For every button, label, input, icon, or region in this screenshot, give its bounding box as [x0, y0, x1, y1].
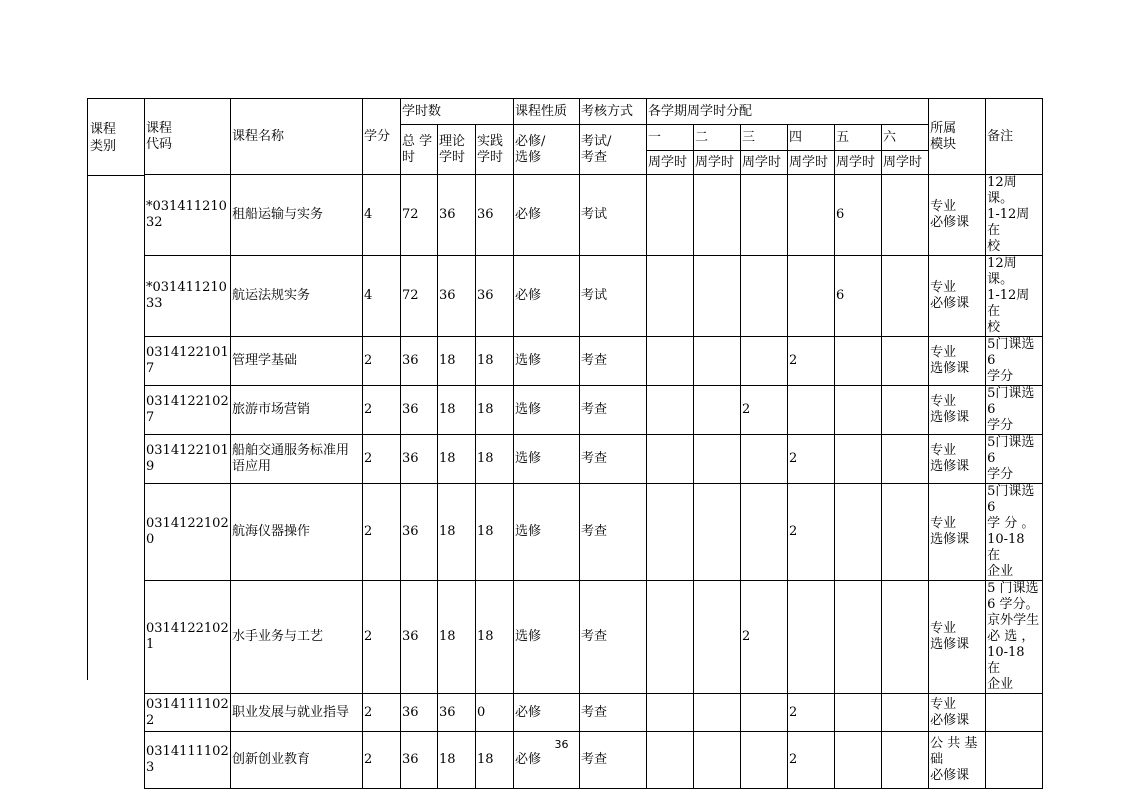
credit-cell: 4 [363, 256, 401, 337]
header-semester-1: 一 [647, 125, 694, 151]
semester-6-hours-cell [882, 435, 929, 484]
remark-cell: 5门课选6 学分 [986, 435, 1043, 484]
header-weekly-6: 周学时 [882, 151, 929, 175]
semester-1-hours-cell [647, 484, 694, 581]
course-name-cell: 水手业务与工艺 [231, 581, 363, 694]
course-nature-cell: 选修 [514, 386, 580, 435]
practice-hours-cell: 0 [476, 694, 514, 732]
semester-1-hours-cell [647, 337, 694, 386]
course-name-cell: 航海仪器操作 [231, 484, 363, 581]
course-code-cell: 03141221017 [145, 337, 231, 386]
table-row [145, 175, 1043, 256]
module-cell: 专业 必修课 [929, 694, 986, 732]
semester-2-hours-cell [694, 386, 741, 435]
course-table [144, 98, 1043, 789]
semester-6-hours-cell [882, 581, 929, 694]
semester-3-hours-cell [741, 175, 788, 256]
header-semester-5: 五 [835, 125, 882, 151]
header-semester-3: 三 [741, 125, 788, 151]
course-code-cell: 03141221020 [145, 484, 231, 581]
header-total-hours: 总 学 时 [401, 125, 438, 175]
header-remark: 备注 [986, 99, 1043, 175]
total-hours-cell: 72 [401, 256, 438, 337]
header-nature: 课程性质 [514, 99, 580, 125]
table-row [145, 484, 1043, 581]
course-code-cell: 03141221027 [145, 386, 231, 435]
module-cell: 专业 选修课 [929, 337, 986, 386]
semester-5-hours-cell: 6 [835, 175, 882, 256]
semester-1-hours-cell [647, 435, 694, 484]
exam-type-cell: 考试 [580, 175, 647, 256]
semester-5-hours-cell [835, 386, 882, 435]
practice-hours-cell: 36 [476, 256, 514, 337]
credit-cell: 2 [363, 732, 401, 789]
semester-1-hours-cell [647, 581, 694, 694]
course-nature-cell: 选修 [514, 435, 580, 484]
exam-type-cell: 考查 [580, 386, 647, 435]
module-cell: 专业 选修课 [929, 386, 986, 435]
exam-type-cell: 考查 [580, 694, 647, 732]
practice-hours-cell: 18 [476, 435, 514, 484]
total-hours-cell: 36 [401, 435, 438, 484]
total-hours-cell: 36 [401, 337, 438, 386]
theory-hours-cell: 18 [438, 435, 476, 484]
semester-4-hours-cell: 2 [788, 337, 835, 386]
semester-2-hours-cell [694, 337, 741, 386]
header-hours-group: 学时数 [401, 99, 514, 125]
theory-hours-cell: 36 [438, 256, 476, 337]
exam-type-cell: 考查 [580, 337, 647, 386]
semester-2-hours-cell [694, 175, 741, 256]
module-cell: 专业 必修课 [929, 256, 986, 337]
theory-hours-cell: 18 [438, 386, 476, 435]
exam-type-cell: 考查 [580, 484, 647, 581]
semester-2-hours-cell [694, 256, 741, 337]
semester-5-hours-cell: 6 [835, 256, 882, 337]
semester-6-hours-cell [882, 175, 929, 256]
exam-type-cell: 考查 [580, 435, 647, 484]
course-nature-cell: 必修 [514, 694, 580, 732]
header-exam-sub: 考试/ 考查 [580, 125, 647, 175]
semester-1-hours-cell [647, 694, 694, 732]
table-row [145, 694, 1043, 732]
semester-6-hours-cell [882, 386, 929, 435]
semester-1-hours-cell [647, 256, 694, 337]
theory-hours-cell: 36 [438, 175, 476, 256]
header-module: 所属 模块 [929, 99, 986, 175]
header-theory-hours: 理论 学时 [438, 125, 476, 175]
credit-cell: 2 [363, 694, 401, 732]
remark-cell: 5门课选6 学 分 。 10-18 在 企业 [986, 484, 1043, 581]
remark-cell: 12周课。 1-12周在 校 [986, 256, 1043, 337]
course-code-cell: 03141111022 [145, 694, 231, 732]
header-weekly-1: 周学时 [647, 151, 694, 175]
semester-4-hours-cell: 2 [788, 694, 835, 732]
semester-5-hours-cell [835, 581, 882, 694]
credit-cell: 2 [363, 435, 401, 484]
header-semester-2: 二 [694, 125, 741, 151]
table-row [145, 256, 1043, 337]
course-nature-cell: 必修 [514, 732, 580, 789]
header-weekly-3: 周学时 [741, 151, 788, 175]
header-semester-group: 各学期周学时分配 [647, 99, 929, 125]
theory-hours-cell: 18 [438, 484, 476, 581]
semester-4-hours-cell [788, 256, 835, 337]
total-hours-cell: 36 [401, 484, 438, 581]
semester-5-hours-cell [835, 337, 882, 386]
table-row [145, 581, 1043, 694]
course-name-cell: 职业发展与就业指导 [231, 694, 363, 732]
course-nature-cell: 必修 [514, 256, 580, 337]
remark-cell: 5门课选6 学分 [986, 386, 1043, 435]
credit-cell: 2 [363, 386, 401, 435]
exam-type-cell: 考查 [580, 732, 647, 789]
theory-hours-cell: 36 [438, 694, 476, 732]
semester-3-hours-cell [741, 484, 788, 581]
course-nature-cell: 选修 [514, 337, 580, 386]
course-code-cell: *03141121032 [145, 175, 231, 256]
practice-hours-cell: 18 [476, 337, 514, 386]
course-code-cell: 03141111023 [145, 732, 231, 789]
remark-cell: 5 门课选 6 学分。 京外学生 必 选 ， 10-18 在 企业 [986, 581, 1043, 694]
semester-1-hours-cell [647, 175, 694, 256]
exam-type-cell: 考试 [580, 256, 647, 337]
module-cell: 专业 选修课 [929, 581, 986, 694]
semester-3-hours-cell [741, 435, 788, 484]
practice-hours-cell: 36 [476, 175, 514, 256]
semester-2-hours-cell [694, 435, 741, 484]
header-category: 课程 类别 [88, 99, 144, 176]
total-hours-cell: 36 [401, 694, 438, 732]
header-weekly-2: 周学时 [694, 151, 741, 175]
header-row-1 [145, 99, 1043, 125]
theory-hours-cell: 18 [438, 581, 476, 694]
header-semester-6: 六 [882, 125, 929, 151]
practice-hours-cell: 18 [476, 732, 514, 789]
header-weekly-4: 周学时 [788, 151, 835, 175]
module-cell: 专业 选修课 [929, 435, 986, 484]
semester-3-hours-cell [741, 337, 788, 386]
semester-6-hours-cell [882, 337, 929, 386]
credit-cell: 4 [363, 175, 401, 256]
total-hours-cell: 72 [401, 175, 438, 256]
semester-6-hours-cell [882, 256, 929, 337]
course-nature-cell: 选修 [514, 581, 580, 694]
credit-cell: 2 [363, 484, 401, 581]
semester-3-hours-cell: 2 [741, 581, 788, 694]
header-code: 课程 代码 [145, 99, 231, 175]
semester-6-hours-cell [882, 484, 929, 581]
semester-4-hours-cell [788, 175, 835, 256]
total-hours-cell: 36 [401, 732, 438, 789]
exam-type-cell: 考查 [580, 581, 647, 694]
course-name-cell: 管理学基础 [231, 337, 363, 386]
semester-5-hours-cell [835, 694, 882, 732]
course-name-cell: 航运法规实务 [231, 256, 363, 337]
semester-3-hours-cell [741, 694, 788, 732]
header-weekly-5: 周学时 [835, 151, 882, 175]
remark-cell [986, 694, 1043, 732]
semester-5-hours-cell [835, 435, 882, 484]
module-cell: 公 共 基 础 必修课 [929, 732, 986, 789]
course-code-cell: 03141221021 [145, 581, 231, 694]
table-row [145, 386, 1043, 435]
semester-4-hours-cell: 2 [788, 435, 835, 484]
header-practice-hours: 实践 学时 [476, 125, 514, 175]
semester-5-hours-cell [835, 484, 882, 581]
course-category-column [87, 98, 144, 680]
theory-hours-cell: 18 [438, 337, 476, 386]
semester-2-hours-cell [694, 694, 741, 732]
credit-cell: 2 [363, 337, 401, 386]
practice-hours-cell: 18 [476, 386, 514, 435]
table-row [145, 435, 1043, 484]
header-credit: 学分 [363, 99, 401, 175]
header-exam: 考核方式 [580, 99, 647, 125]
header-name: 课程名称 [231, 99, 363, 175]
practice-hours-cell: 18 [476, 484, 514, 581]
practice-hours-cell: 18 [476, 581, 514, 694]
header-nature-sub: 必修/ 选修 [514, 125, 580, 175]
total-hours-cell: 36 [401, 581, 438, 694]
course-name-cell: 旅游市场营销 [231, 386, 363, 435]
course-code-cell: *03141121033 [145, 256, 231, 337]
credit-cell: 2 [363, 581, 401, 694]
semester-2-hours-cell [694, 581, 741, 694]
course-name-cell: 创新创业教育 [231, 732, 363, 789]
semester-4-hours-cell [788, 581, 835, 694]
page-number: 36 [554, 738, 569, 751]
course-code-cell: 03141221019 [145, 435, 231, 484]
semester-3-hours-cell [741, 256, 788, 337]
course-nature-cell: 选修 [514, 484, 580, 581]
remark-cell: 5门课选6 学分 [986, 337, 1043, 386]
course-name-cell: 船舶交通服务标准用语应用 [231, 435, 363, 484]
module-cell: 专业 必修课 [929, 175, 986, 256]
course-name-cell: 租船运输与实务 [231, 175, 363, 256]
header-semester-4: 四 [788, 125, 835, 151]
total-hours-cell: 36 [401, 386, 438, 435]
semester-3-hours-cell: 2 [741, 386, 788, 435]
semester-2-hours-cell [694, 484, 741, 581]
semester-4-hours-cell [788, 386, 835, 435]
semester-4-hours-cell: 2 [788, 484, 835, 581]
module-cell: 专业 选修课 [929, 484, 986, 581]
theory-hours-cell: 18 [438, 732, 476, 789]
remark-cell: 12周课。 1-12周在 校 [986, 175, 1043, 256]
course-nature-cell: 必修 [514, 175, 580, 256]
table-row [145, 337, 1043, 386]
semester-1-hours-cell [647, 386, 694, 435]
semester-6-hours-cell [882, 694, 929, 732]
semester-4-hours-cell: 2 [788, 732, 835, 789]
